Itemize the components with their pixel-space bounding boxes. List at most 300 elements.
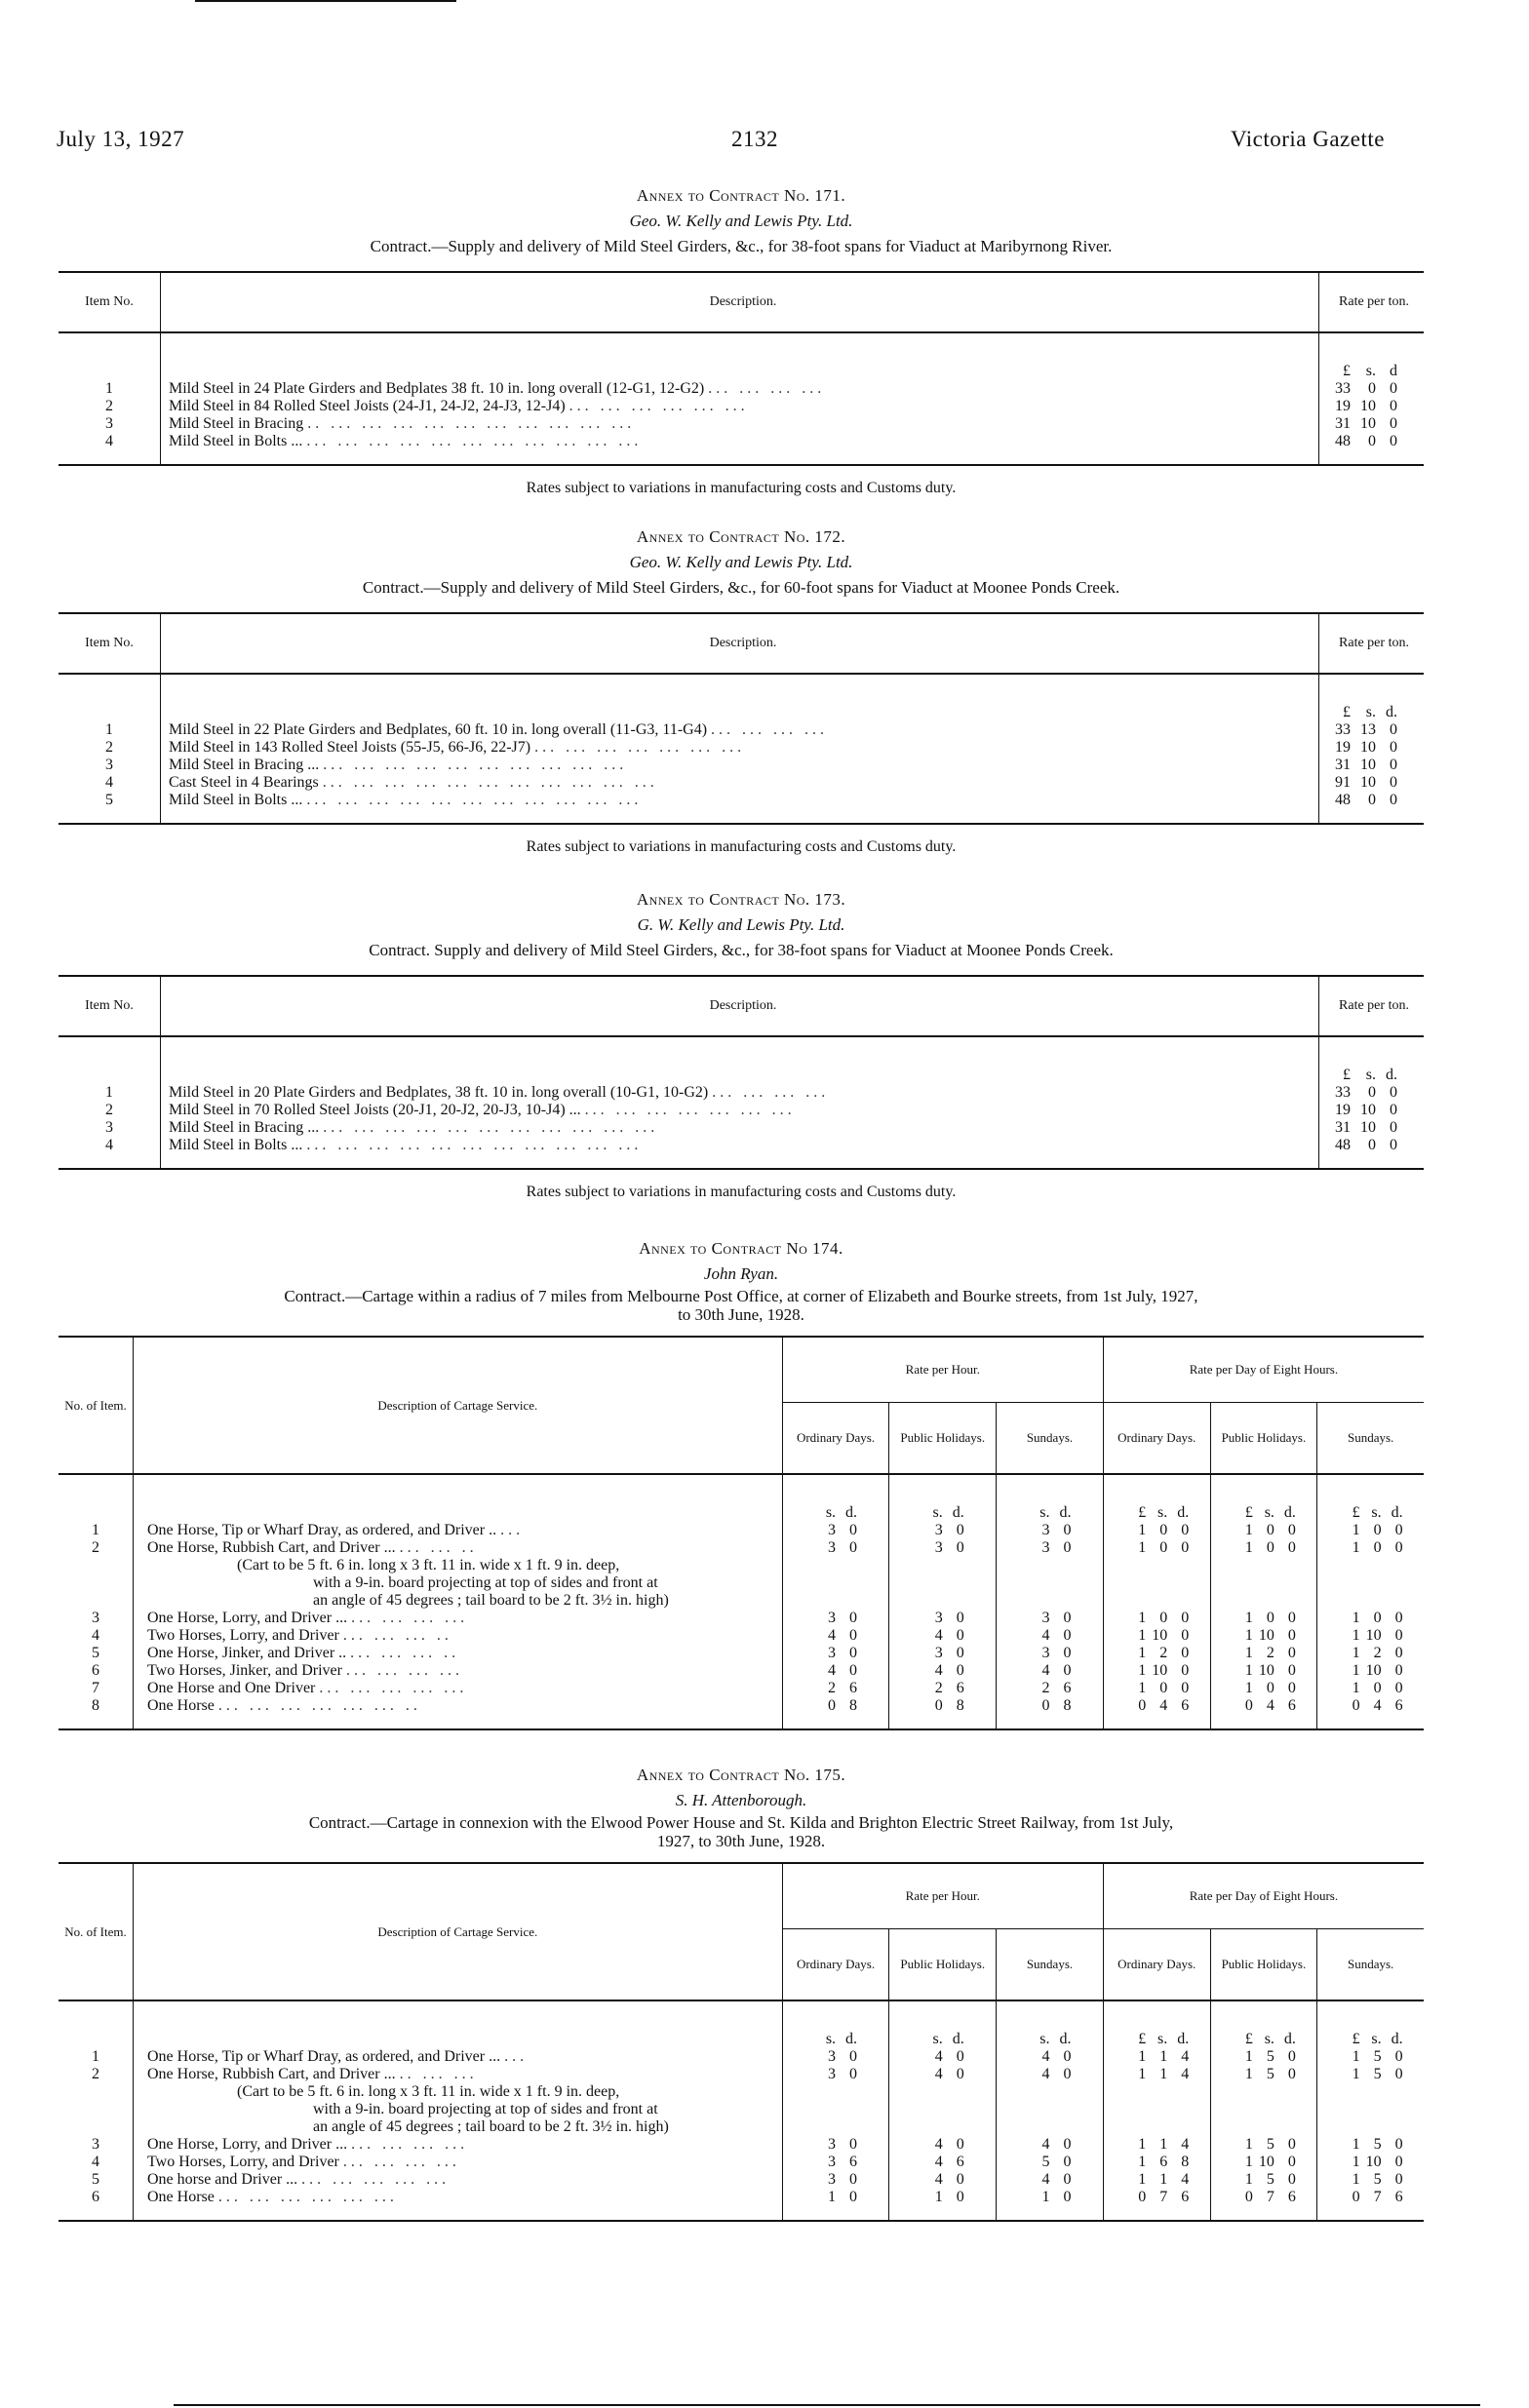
rate-pence: 0 (1394, 1662, 1403, 1679)
units-lsd (1317, 1504, 1424, 1522)
rate-shillings: 4 (934, 1662, 943, 1679)
contract-description: Contract. Supply and delivery of Mild Steel Girders, &c., for 38-foot spans for Viaduct at Moonee Ponds Creek. (369, 941, 1114, 959)
leader-dots: ... ... ... ... (351, 2136, 469, 2153)
item-descriptions (161, 674, 1319, 824)
col-description: Description. (161, 613, 1319, 674)
description-text: Two Horses, Jinker, and Driver (146, 1662, 342, 1679)
rates-note: Rates subject to variations in manufacturing costs and Customs duty. (526, 1184, 957, 1200)
unit-shillings: s. (1039, 1504, 1050, 1521)
hour-rate (889, 2154, 996, 2171)
spacer (889, 1592, 996, 1610)
rate-pence: 0 (1063, 2066, 1072, 2082)
hour-rate (783, 2066, 889, 2083)
spacer (1317, 2118, 1424, 2136)
col-description: Description. (161, 976, 1319, 1036)
rate-pounds: 31 (1335, 757, 1351, 773)
rate-pence: 8 (1063, 1697, 1072, 1714)
spacer (1104, 2101, 1210, 2118)
unit-pounds: £ (1352, 1504, 1360, 1521)
annex-title: Annex to Contract No. 171. (636, 186, 846, 205)
rate-shillings: 10 (1360, 757, 1376, 773)
hour-rate (783, 1645, 889, 1662)
col-description: Description of Cartage Service. (133, 1863, 782, 2000)
rate-pounds: 1 (1138, 2171, 1147, 2188)
day-rate (1211, 1522, 1317, 1539)
unit-shillings: s. (932, 1504, 943, 1521)
unit-pence: d. (1391, 1504, 1403, 1521)
contractor-name: Geo. W. Kelly and Lewis Pty. Ltd. (629, 212, 853, 230)
rate-pounds: 1 (1352, 2066, 1360, 2082)
unit-pence: d. (1177, 1504, 1190, 1521)
rate-pence: 8 (956, 1697, 964, 1714)
rate-shillings: 3 (1041, 1645, 1050, 1661)
col-day-holidays: Public Holidays. (1210, 1929, 1317, 2001)
rate-pounds: 33 (1335, 721, 1351, 738)
rate-pence: 0 (1390, 757, 1397, 773)
item-rate (1325, 415, 1424, 433)
spacer (59, 1574, 133, 1592)
unit-pounds: £ (1352, 2031, 1360, 2047)
day-rate (1104, 1610, 1210, 1627)
rate-pounds: 48 (1335, 433, 1351, 449)
leader-dots: ... (504, 2048, 529, 2065)
hour-rate (783, 1610, 889, 1627)
day-rate (1317, 2171, 1424, 2189)
rate-pounds: 1 (1138, 1610, 1147, 1626)
spacer (169, 704, 1318, 721)
col-hour-holidays: Public Holidays. (889, 1929, 997, 2001)
description-text: Mild Steel in Bracing ... (169, 757, 320, 773)
rate-shillings: 10 (1360, 1119, 1376, 1136)
rate-pence: 0 (956, 1539, 964, 1556)
rate-pence: 0 (1181, 1610, 1190, 1626)
day-rate (1317, 1662, 1424, 1680)
rate-pounds: 1 (1244, 2066, 1253, 2082)
spacer (889, 2118, 996, 2136)
annex-175 (59, 1763, 1424, 2222)
col-hour-ordinary: Ordinary Days. (782, 1929, 889, 2001)
unit-pence: d. (1059, 2031, 1072, 2047)
rate-pence: 4 (1181, 2066, 1190, 2082)
hour-rate (997, 1522, 1103, 1539)
unit-pounds: £ (1343, 363, 1351, 379)
item-number: 2 (105, 1102, 113, 1118)
day-rate-column (1210, 1474, 1317, 1729)
spacer (997, 1574, 1103, 1592)
spacer (1211, 2118, 1317, 2136)
rate-pounds: 1 (1138, 2048, 1147, 2065)
rate-shillings: 5 (1266, 2048, 1274, 2065)
unit-shillings: s. (1371, 2031, 1382, 2047)
item-numbers (59, 1474, 133, 1729)
rate-shillings: 5 (1373, 2048, 1382, 2065)
leader-dots: ... ... ... ... ... ... .. (217, 1697, 421, 1714)
rates-table (59, 612, 1424, 825)
unit-shillings: s. (1365, 1067, 1376, 1083)
rate-shillings: 2 (1266, 1645, 1274, 1661)
rate-pence: 6 (1063, 1680, 1072, 1696)
unit-pounds: £ (1244, 1504, 1253, 1521)
spacer (59, 363, 160, 380)
leader-dots: ... ... ... ... (345, 1662, 463, 1679)
units-lsd (1211, 2031, 1317, 2048)
rate-pence: 6 (1394, 1697, 1403, 1714)
annex-title: Annex to Contract No. 175. (636, 1766, 846, 1784)
col-day-sundays: Sundays. (1317, 1929, 1424, 2001)
rate-pence: 0 (1063, 1662, 1072, 1679)
rate-shillings: 6 (1159, 2154, 1168, 2170)
rate-shillings: 4 (1373, 1697, 1382, 1714)
unit-pounds: £ (1343, 1067, 1351, 1083)
item-description (169, 380, 1318, 398)
description-text: One Horse, Lorry, and Driver ... (146, 2136, 348, 2153)
rate-pounds: 1 (1244, 1662, 1253, 1679)
item-rate (1325, 1102, 1424, 1119)
item-number: 2 (91, 1539, 99, 1556)
rate-pence: 0 (1394, 2171, 1403, 2188)
spacer (997, 2083, 1103, 2101)
hour-rate (997, 1610, 1103, 1627)
contractor-name: S. H. Attenborough. (675, 1791, 807, 1809)
annex-title: Annex to Contract No. 173. (636, 890, 846, 909)
item-descriptions (133, 2000, 782, 2221)
rate-pence: 0 (1394, 1539, 1403, 1556)
spacer (889, 2101, 996, 2118)
unit-shillings: s. (1365, 704, 1376, 720)
contract-description (59, 1287, 1424, 1324)
currency-units (1325, 704, 1424, 721)
hour-rate (889, 2048, 996, 2066)
hour-rate (889, 1627, 996, 1645)
col-rate: Rate per ton. (1319, 976, 1425, 1036)
rate-pence: 0 (849, 2066, 858, 2082)
spacer (783, 1557, 889, 1574)
rate-shillings: 0 (1266, 1522, 1274, 1538)
day-rate (1104, 1522, 1210, 1539)
spacer (59, 1592, 133, 1610)
item-descriptions (133, 1474, 782, 1729)
leader-dots: .. ... ... (399, 2066, 478, 2082)
rate-shillings: 3 (828, 2066, 837, 2082)
item-number: 4 (105, 433, 113, 449)
item-rate (1325, 1137, 1424, 1154)
rate-shillings: 4 (1041, 2048, 1050, 2065)
day-rate (1317, 1522, 1424, 1539)
item-description (147, 1627, 782, 1645)
item-rate (1325, 1084, 1424, 1102)
col-hour-ordinary: Ordinary Days. (782, 1403, 889, 1475)
item-numbers (59, 674, 161, 824)
cart-specification: with a 9-in. board projecting at top of sides and front at (312, 2101, 658, 2117)
item-rate (1325, 433, 1424, 450)
item-number: 3 (91, 2136, 99, 2153)
spacer (169, 363, 1318, 380)
spacer (1317, 2101, 1424, 2118)
leader-dots: ... ... ... ... ... ... (217, 2189, 398, 2205)
spacer (169, 1067, 1318, 1084)
day-rate (1211, 2048, 1317, 2066)
unit-shillings: s. (1039, 2031, 1050, 2047)
unit-pence: d. (845, 2031, 858, 2047)
rate-pence: 0 (956, 2171, 964, 2188)
rate-shillings: 3 (934, 1522, 943, 1538)
rate-shillings: 0 (1368, 1137, 1376, 1153)
leader-dots: ... ... ... ... ... ... ... (534, 739, 746, 756)
spacer (783, 2118, 889, 2136)
item-number: 1 (91, 1522, 99, 1538)
rate-pence: 0 (1390, 433, 1397, 449)
hour-rate (783, 2189, 889, 2206)
rate-pence: 0 (1390, 1084, 1397, 1101)
rate-pounds: 0 (1138, 1697, 1147, 1714)
day-rate (1317, 1645, 1424, 1662)
contract-line-2: 1927, to 30th June, 1928. (656, 1832, 826, 1850)
day-rate (1317, 1680, 1424, 1697)
rate-pounds: 19 (1335, 739, 1351, 756)
hour-rate-column (782, 2000, 889, 2221)
rate-pounds: 48 (1335, 1137, 1351, 1153)
unit-shillings: s. (1157, 1504, 1168, 1521)
unit-pounds: £ (1138, 2031, 1147, 2047)
description-text: Mild Steel in 84 Rolled Steel Joists (24-J1, 24-J2, 24-J3, 12-J4) (169, 398, 566, 414)
item-number: 5 (91, 2171, 99, 2188)
rate-pence: 0 (1394, 1610, 1403, 1626)
item-number: 3 (91, 1610, 99, 1626)
leader-dots: ... ... ... ... (711, 721, 829, 738)
rate-shillings: 5 (1266, 2171, 1274, 2188)
item-rate (1325, 721, 1424, 739)
leader-dots: ... ... ... ... ... (301, 2171, 451, 2188)
table-body-row (59, 1474, 1424, 1729)
spacer (997, 1557, 1103, 1574)
spacer (59, 2083, 133, 2101)
description-text: One Horse, Lorry, and Driver ... (146, 1610, 348, 1626)
spacer (59, 1504, 133, 1522)
rate-shillings: 2 (828, 1680, 837, 1696)
item-rate (1325, 1119, 1424, 1137)
rate-pounds: 1 (1244, 2171, 1253, 2188)
spacer (59, 1557, 133, 1574)
units-sd (997, 1504, 1103, 1522)
unit-shillings: s. (1157, 2031, 1168, 2047)
rate-pounds: 31 (1335, 415, 1351, 432)
spacer (783, 1574, 889, 1592)
spacer (1211, 1557, 1317, 1574)
rate-shillings: 0 (1266, 1680, 1274, 1696)
units-lsd (1104, 2031, 1210, 2048)
rate-shillings: 10 (1360, 774, 1376, 791)
rate-pence: 0 (849, 1662, 858, 1679)
rate-shillings: 0 (1266, 1610, 1274, 1626)
col-day-holidays: Public Holidays. (1210, 1403, 1317, 1475)
rate-shillings: 10 (1360, 1102, 1376, 1118)
day-rate (1211, 1645, 1317, 1662)
rate-pounds: 1 (1352, 1645, 1360, 1661)
rate-shillings: 1 (1159, 2066, 1168, 2082)
item-numbers (59, 1036, 161, 1169)
col-rate-per-day: Rate per Day of Eight Hours. (1103, 1337, 1424, 1403)
rate-pence: 0 (1181, 1627, 1190, 1644)
rate-pence: 6 (1287, 2189, 1296, 2205)
currency-units (1325, 1067, 1424, 1084)
col-item: No. of Item. (59, 1863, 133, 2000)
hour-rate (997, 2154, 1103, 2171)
rate-shillings: 10 (1258, 2154, 1274, 2170)
rate-pence: 0 (1390, 739, 1397, 756)
rate-pence: 0 (1394, 1680, 1403, 1696)
hour-rate-column (997, 1474, 1104, 1729)
rate-pence: 6 (1181, 2189, 1190, 2205)
spacer (783, 1592, 889, 1610)
rate-pounds: 1 (1244, 1539, 1253, 1556)
spacer (1211, 1574, 1317, 1592)
item-description (147, 1697, 782, 1715)
rate-pence: 6 (956, 1680, 964, 1696)
rate-shillings: 0 (1266, 1539, 1274, 1556)
hour-rate (997, 2048, 1103, 2066)
rate-pounds: 1 (1244, 1610, 1253, 1626)
rate-pence: 0 (1063, 2171, 1072, 2188)
hour-rate (783, 2136, 889, 2154)
rate-pence: 0 (1394, 2136, 1403, 2153)
leader-dots: .. ... ... ... ... ... ... ... ... ... ... (307, 415, 636, 432)
hour-rate (889, 2171, 996, 2189)
rate-shillings: 5 (1373, 2066, 1382, 2082)
annex-174 (59, 1236, 1424, 1730)
spacer (1211, 1592, 1317, 1610)
rate-shillings: 3 (828, 2154, 837, 2170)
rate-shillings: 1 (1159, 2171, 1168, 2188)
description-text: One Horse, Tip or Wharf Dray, as ordered, and Driver ... (146, 2048, 501, 2065)
item-description (147, 1662, 782, 1680)
hour-rate (997, 2136, 1103, 2154)
hour-rate (783, 1522, 889, 1539)
rate-pence: 4 (1181, 2048, 1190, 2065)
spacer (1104, 2083, 1210, 2101)
rate-pence: 0 (1394, 2154, 1403, 2170)
hour-rate-column (889, 2000, 997, 2221)
rate-pounds: 19 (1335, 398, 1351, 414)
item-rate (1325, 792, 1424, 809)
unit-pence: d. (1391, 2031, 1403, 2047)
leader-dots: ... ... ... ... ... ... ... (584, 1102, 796, 1118)
rate-shillings: 3 (934, 1610, 943, 1626)
day-rate (1317, 2154, 1424, 2171)
col-item: Item No. (59, 976, 161, 1036)
rate-pounds: 1 (1352, 1680, 1360, 1696)
rate-pounds: 1 (1138, 2066, 1147, 2082)
item-description (147, 1680, 782, 1697)
unit-shillings: s. (1365, 363, 1376, 379)
unit-pounds: £ (1244, 2031, 1253, 2047)
table-body-row (59, 2000, 1424, 2221)
rate-pence: 0 (1394, 2048, 1403, 2065)
description-text: One Horse (146, 2189, 215, 2205)
unit-pence: d. (845, 1504, 858, 1521)
rate-shillings: 0 (1373, 1539, 1382, 1556)
rate-pence: 0 (1063, 1610, 1072, 1626)
annex-title: Annex to Contract No. 172. (636, 527, 846, 546)
rate-pence: 0 (849, 1645, 858, 1661)
rate-pence: 0 (956, 2136, 964, 2153)
hour-rate (783, 1697, 889, 1715)
item-description (147, 2189, 782, 2206)
rate-shillings: 3 (828, 1522, 837, 1538)
rate-pence: 0 (956, 1627, 964, 1644)
spacer (59, 2101, 133, 2118)
leader-dots: ... ... ... .. (342, 1627, 452, 1644)
item-rate (1325, 398, 1424, 415)
leader-dots: ... ... ... .. (350, 1645, 460, 1661)
rate-pence: 0 (1063, 2154, 1072, 2170)
item-rates (1319, 674, 1425, 824)
rate-shillings: 10 (1360, 398, 1376, 414)
spacer (783, 2083, 889, 2101)
cart-specification: an angle of 45 degrees ; tail board to be 2 ft. 3½ in. high) (312, 1592, 669, 1609)
hour-rate (889, 1610, 996, 1627)
rate-pence: 0 (849, 2171, 858, 2188)
spacer (997, 2118, 1103, 2136)
item-number: 6 (91, 1662, 99, 1679)
rate-pounds: 1 (1244, 2136, 1253, 2153)
spacer (1317, 2083, 1424, 2101)
units-sd (783, 2031, 889, 2048)
unit-pence: d. (1177, 2031, 1190, 2047)
rate-shillings: 4 (1041, 1627, 1050, 1644)
day-rate (1104, 1662, 1210, 1680)
item-rate (1325, 380, 1424, 398)
rate-pence: 0 (1287, 2048, 1296, 2065)
hour-rate (997, 1680, 1103, 1697)
rate-shillings: 4 (1041, 1662, 1050, 1679)
rate-pounds: 1 (1244, 2048, 1253, 2065)
rates-table (59, 271, 1424, 466)
contractor-name: G. W. Kelly and Lewis Pty. Ltd. (637, 915, 845, 934)
rate-pounds: 1 (1352, 1627, 1360, 1644)
spacer (1104, 1574, 1210, 1592)
col-rate: Rate per ton. (1319, 272, 1425, 332)
rate-shillings: 0 (1368, 433, 1376, 449)
rate-shillings: 4 (934, 2048, 943, 2065)
rate-shillings: 3 (828, 2048, 837, 2065)
units-sd (889, 2031, 996, 2048)
day-rate (1211, 1697, 1317, 1715)
hour-rate (889, 1662, 996, 1680)
spacer (59, 704, 160, 721)
rate-pounds: 48 (1335, 792, 1351, 808)
hour-rate-column (782, 1474, 889, 1729)
rate-shillings: 3 (934, 1539, 943, 1556)
rate-shillings: 0 (1373, 1610, 1382, 1626)
spacer (997, 2101, 1103, 2118)
unit-pounds: £ (1343, 704, 1351, 720)
description-text: Mild Steel in 24 Plate Girders and Bedplates 38 ft. 10 in. long overall (12-G1, 12-G2) (169, 380, 705, 397)
day-rate (1317, 1627, 1424, 1645)
rate-shillings: 4 (828, 1662, 837, 1679)
rate-pence: 0 (1287, 1680, 1296, 1696)
unit-shillings: s. (1371, 1504, 1382, 1521)
rate-shillings: 0 (1159, 1680, 1168, 1696)
description-text: Mild Steel in Bracing ... (169, 1119, 320, 1136)
spacer (1317, 1557, 1424, 1574)
day-rate (1211, 2189, 1317, 2206)
col-description: Description. (161, 272, 1319, 332)
rate-pence: 4 (1181, 2171, 1190, 2188)
rate-pounds: 1 (1138, 2154, 1147, 2170)
rate-pounds: 1 (1138, 1627, 1147, 1644)
spacer (59, 1067, 160, 1084)
rate-pounds: 1 (1352, 2171, 1360, 2188)
